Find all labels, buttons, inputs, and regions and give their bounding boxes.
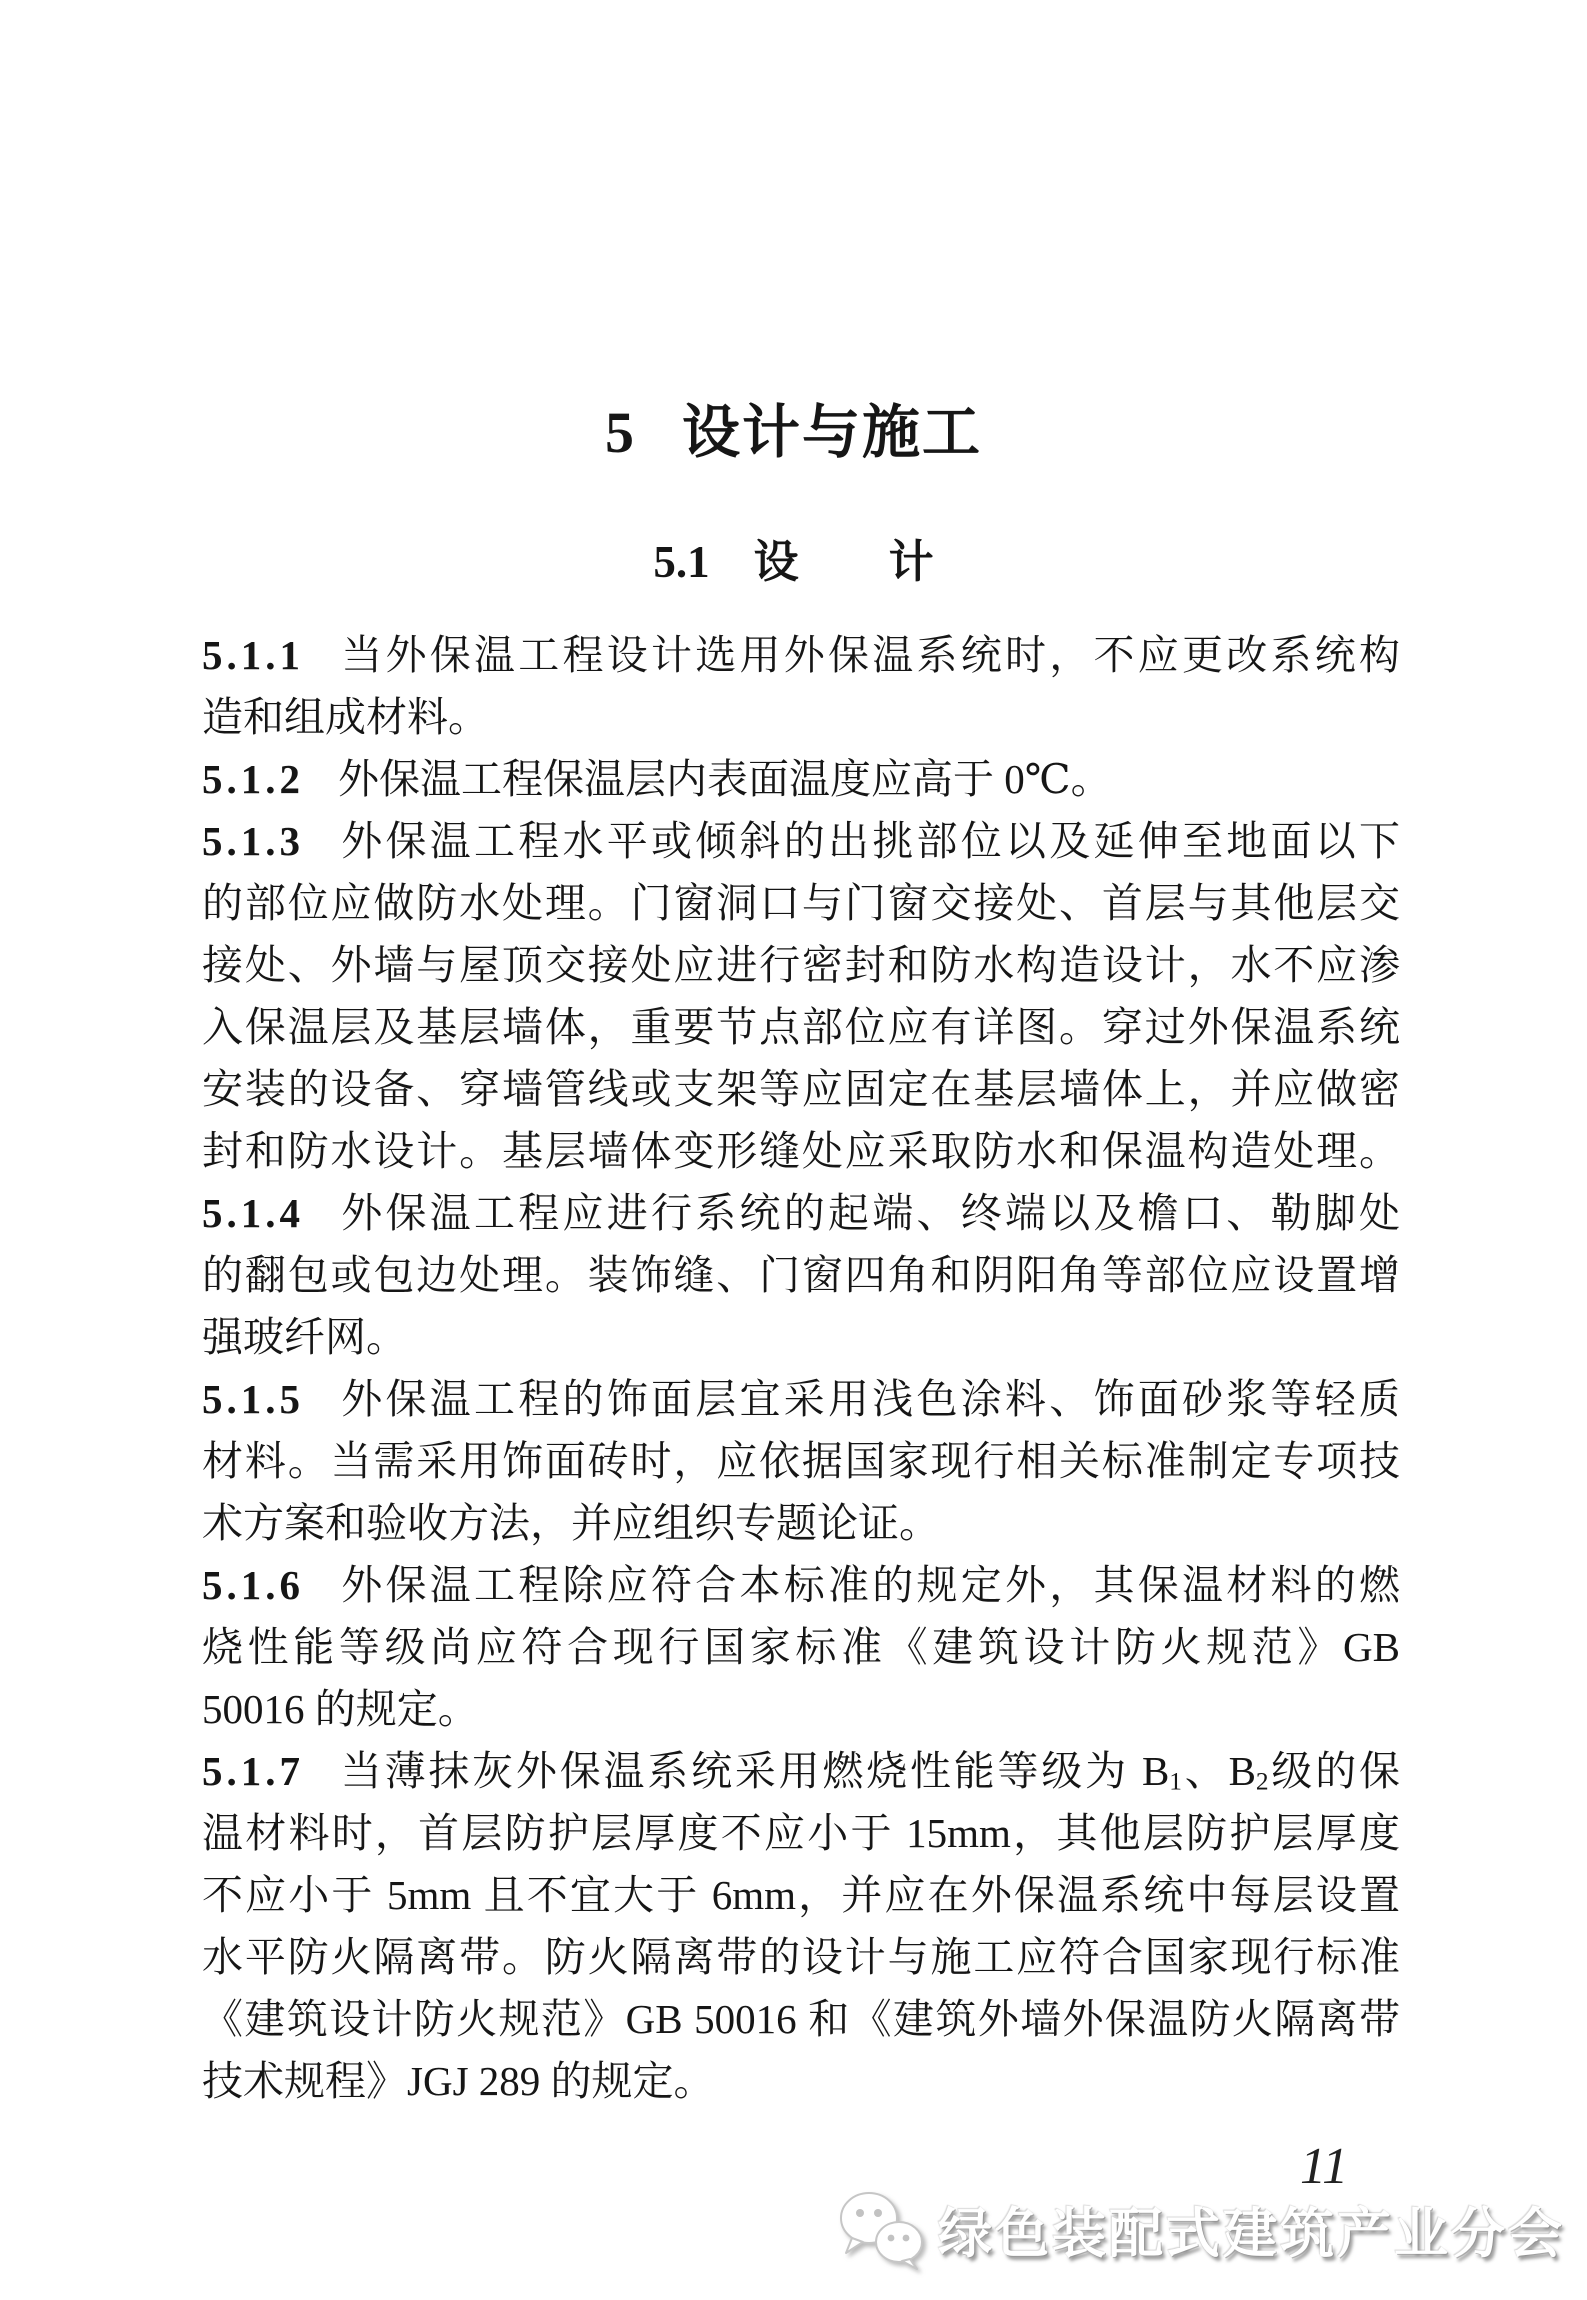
line-text: 术方案和验收方法，并应组织专题论证。 [202, 1500, 940, 1546]
body-line [202, 1368, 1400, 1430]
line-text: 不应小于 5mm 且不宜大于 6mm，并应在外保温系统中每层设置 [202, 1872, 1400, 1918]
body-line [202, 872, 1400, 934]
body-line [202, 1182, 1400, 1244]
subscript-text: 1 [1169, 1767, 1182, 1796]
body-line [202, 1864, 1400, 1926]
line-text: 50016 的规定。 [202, 1686, 479, 1732]
body-line [202, 1678, 1400, 1740]
line-text: 的部位应做防水处理。门窗洞口与门窗交接处、首层与其他层交 [202, 880, 1400, 926]
body-line [202, 1740, 1400, 1802]
line-text: 当外保温工程设计选用外保温系统时，不应更改系统构 [338, 632, 1400, 678]
body-line [202, 624, 1400, 686]
line-text: 外保温工程水平或倾斜的出挑部位以及延伸至地面以下 [338, 818, 1400, 864]
clause-number: 5.1.2 [202, 756, 304, 802]
subscript-text: 2 [1255, 1767, 1269, 1796]
line-text: 级的保 [1268, 1748, 1400, 1794]
body-line [202, 1554, 1400, 1616]
clause-number: 5.1.3 [202, 818, 304, 864]
body-text [202, 624, 1400, 2112]
body-line [202, 1120, 1400, 1182]
line-text: 外保温工程的饰面层宜采用浅色涂料、饰面砂浆等轻质 [338, 1376, 1400, 1422]
body-line [202, 1306, 1400, 1368]
clause-number: 5.1.1 [202, 632, 304, 678]
body-line [202, 1058, 1400, 1120]
body-line [202, 2050, 1400, 2112]
line-text: 水平防火隔离带。防火隔离带的设计与施工应符合国家现行标准 [202, 1934, 1400, 1980]
line-text: 《建筑设计防火规范》GB 50016 和《建筑外墙外保温防火隔离带 [202, 1996, 1400, 2042]
body-line [202, 686, 1400, 748]
line-text: 强玻纤网。 [202, 1314, 407, 1360]
body-line [202, 1802, 1400, 1864]
line-text: 烧性能等级尚应符合现行国家标准《建筑设计防火规范》GB [202, 1624, 1400, 1670]
body-line [202, 996, 1400, 1058]
section-number: 5.1 [653, 537, 710, 587]
line-text: 外保温工程应进行系统的起端、终端以及檐口、勒脚处 [338, 1190, 1400, 1236]
watermark-text: 绿色装配式建筑产业分会 [938, 2203, 1565, 2264]
line-text: 接处、外墙与屋顶交接处应进行密封和防水构造设计，水不应渗 [202, 942, 1400, 988]
chapter-title [0, 398, 1587, 468]
line-text: 技术规程》JGJ 289 的规定。 [202, 2058, 715, 2104]
page-number: 11 [1300, 2138, 1349, 2195]
section-label: 设 计 [753, 537, 934, 587]
body-line [202, 1926, 1400, 1988]
body-line [202, 1616, 1400, 1678]
body-line [202, 1492, 1400, 1554]
clause-number: 5.1.5 [202, 1376, 304, 1422]
line-text: 当薄抹灰外保温系统采用燃烧性能等级为 B [338, 1748, 1170, 1794]
body-line [202, 1988, 1400, 2050]
line-text: 的翻包或包边处理。装饰缝、门窗四角和阴阳角等部位应设置增 [202, 1252, 1400, 1298]
chapter-number: 5 [604, 400, 634, 465]
chapter-title-text: 设计与施工 [681, 400, 982, 465]
line-text: 材料。当需采用饰面砖时，应依据国家现行相关标准制定专项技 [202, 1438, 1400, 1484]
line-text: 造和组成材料。 [202, 694, 489, 740]
line-text: 入保温层及基层墙体，重要节点部位应有详图。穿过外保温系统 [202, 1004, 1400, 1050]
body-line [202, 748, 1400, 810]
section-heading [0, 534, 1587, 590]
wechat-logo-icon [836, 2188, 928, 2270]
line-text: 、B [1182, 1748, 1256, 1794]
body-line [202, 1430, 1400, 1492]
line-text: 安装的设备、穿墙管线或支架等应固定在基层墙体上，并应做密 [202, 1066, 1400, 1112]
clause-number: 5.1.4 [202, 1190, 304, 1236]
body-line [202, 1244, 1400, 1306]
line-text: 温材料时，首层防护层厚度不应小于 15mm，其他层防护层厚度 [202, 1810, 1400, 1856]
body-line [202, 810, 1400, 872]
line-text: 外保温工程除应符合本标准的规定外，其保温材料的燃 [338, 1562, 1400, 1608]
clause-number: 5.1.6 [202, 1562, 304, 1608]
line-text: 封和防水设计。基层墙体变形缝处应采取防水和保温构造处理。 [202, 1128, 1400, 1174]
body-line [202, 934, 1400, 996]
watermark [836, 2188, 1565, 2270]
line-text: 外保温工程保温层内表面温度应高于 0℃。 [338, 756, 1112, 802]
clause-number: 5.1.7 [202, 1748, 304, 1794]
